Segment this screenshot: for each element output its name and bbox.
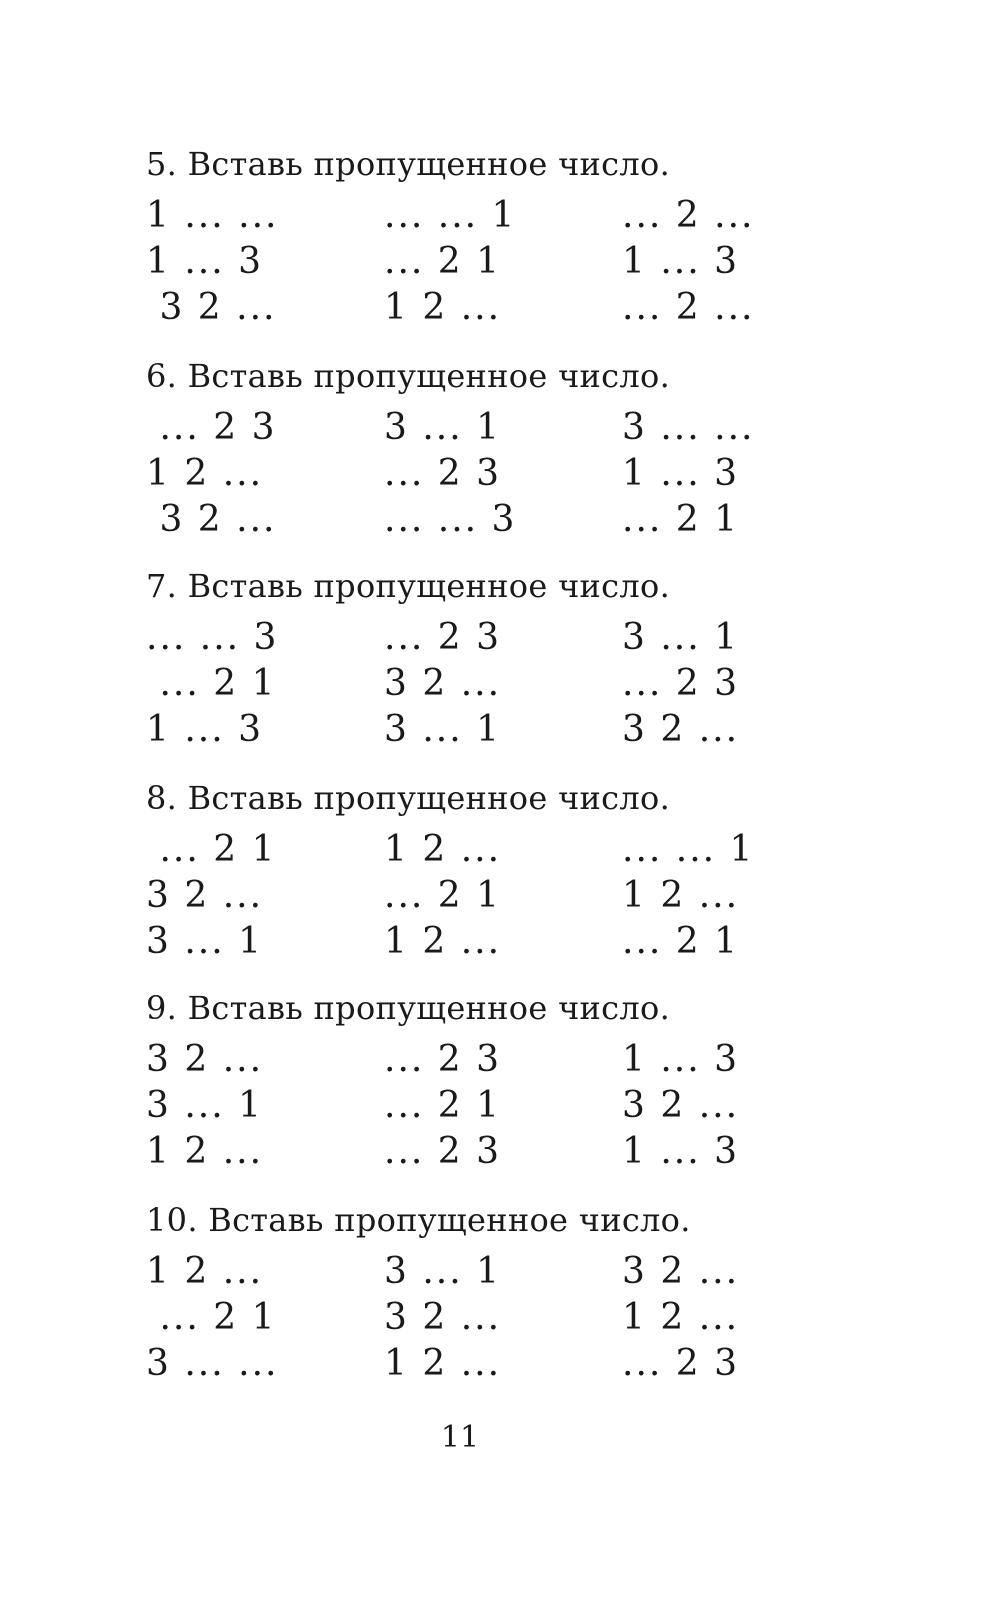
exercise-title: 7. Вставь пропущенное число.: [146, 567, 671, 605]
number-sequence: ... 2 ...: [622, 195, 755, 236]
number-sequence: 1 2 ...: [622, 875, 740, 916]
sequence-row: [146, 286, 866, 330]
number-sequence: ... 2 1: [146, 663, 277, 704]
number-sequence: ... 2 3: [622, 1343, 740, 1384]
page-number: 11: [440, 1420, 480, 1455]
number-sequence: ... ... 1: [384, 195, 517, 236]
sequence-row: [146, 1038, 866, 1082]
number-sequence: ... 2 ...: [622, 287, 755, 328]
number-sequence: ... 2 3: [384, 1039, 502, 1080]
number-sequence: ... 2 3: [146, 407, 277, 448]
number-sequence: 1 ... 3: [622, 1131, 740, 1172]
number-sequence: 1 ... 3: [146, 709, 264, 750]
number-sequence: ... 2 1: [622, 921, 740, 962]
number-sequence: 3 ... 1: [384, 1251, 502, 1292]
number-sequence: 3 2 ...: [146, 287, 277, 328]
sequence-row: [146, 1084, 866, 1128]
sequence-row: [146, 662, 866, 706]
number-sequence: ... 2 3: [384, 617, 502, 658]
number-sequence: 3 2 ...: [622, 1251, 740, 1292]
number-sequence: 1 2 ...: [384, 287, 502, 328]
sequence-row: [146, 616, 866, 660]
number-sequence: 1 2 ...: [384, 921, 502, 962]
number-sequence: 1 ... 3: [622, 453, 740, 494]
number-sequence: ... 2 1: [384, 241, 502, 282]
exercise-title: 8. Вставь пропущенное число.: [146, 779, 671, 817]
number-sequence: 1 2 ...: [146, 1251, 264, 1292]
sequence-row: [146, 708, 866, 752]
number-sequence: 3 ... ...: [622, 407, 755, 448]
number-sequence: 3 2 ...: [146, 499, 277, 540]
number-sequence: ... 2 1: [146, 1297, 277, 1338]
number-sequence: ... 2 1: [146, 829, 277, 870]
number-sequence: ... 2 3: [384, 1131, 502, 1172]
sequence-row: [146, 874, 866, 918]
number-sequence: 3 ... 1: [384, 709, 502, 750]
number-sequence: 1 2 ...: [622, 1297, 740, 1338]
sequence-row: [146, 498, 866, 542]
number-sequence: ... ... 1: [622, 829, 755, 870]
number-sequence: 1 2 ...: [384, 1343, 502, 1384]
number-sequence: 3 2 ...: [622, 1085, 740, 1126]
number-sequence: 1 2 ...: [146, 453, 264, 494]
number-sequence: 3 2 ...: [384, 663, 502, 704]
number-sequence: 3 ... ...: [146, 1343, 279, 1384]
number-sequence: ... ... 3: [384, 499, 517, 540]
number-sequence: 1 ... 3: [146, 241, 264, 282]
number-sequence: ... ... 3: [146, 617, 279, 658]
sequence-row: [146, 1250, 866, 1294]
number-sequence: ... 2 1: [622, 499, 740, 540]
number-sequence: 1 ... ...: [146, 195, 279, 236]
exercise-title: 9. Вставь пропущенное число.: [146, 989, 671, 1027]
number-sequence: 1 2 ...: [384, 829, 502, 870]
sequence-row: [146, 1296, 866, 1340]
number-sequence: 3 ... 1: [384, 407, 502, 448]
number-sequence: 3 ... 1: [146, 1085, 264, 1126]
number-sequence: 3 2 ...: [622, 709, 740, 750]
exercise-title: 5. Вставь пропущенное число.: [146, 145, 671, 183]
exercise-title: 10. Вставь пропущенное число.: [146, 1201, 691, 1239]
sequence-row: [146, 1130, 866, 1174]
sequence-row: [146, 406, 866, 450]
number-sequence: 1 ... 3: [622, 1039, 740, 1080]
sequence-row: [146, 194, 866, 238]
sequence-row: [146, 920, 866, 964]
sequence-row: [146, 240, 866, 284]
number-sequence: ... 2 1: [384, 1085, 502, 1126]
number-sequence: 1 2 ...: [146, 1131, 264, 1172]
number-sequence: ... 2 3: [622, 663, 740, 704]
number-sequence: 1 ... 3: [622, 241, 740, 282]
sequence-row: [146, 452, 866, 496]
number-sequence: 3 ... 1: [622, 617, 740, 658]
number-sequence: 3 2 ...: [146, 1039, 264, 1080]
number-sequence: 3 2 ...: [146, 875, 264, 916]
number-sequence: ... 2 3: [384, 453, 502, 494]
number-sequence: 3 2 ...: [384, 1297, 502, 1338]
sequence-row: [146, 828, 866, 872]
exercise-title: 6. Вставь пропущенное число.: [146, 357, 671, 395]
number-sequence: ... 2 1: [384, 875, 502, 916]
sequence-row: [146, 1342, 866, 1386]
number-sequence: 3 ... 1: [146, 921, 264, 962]
